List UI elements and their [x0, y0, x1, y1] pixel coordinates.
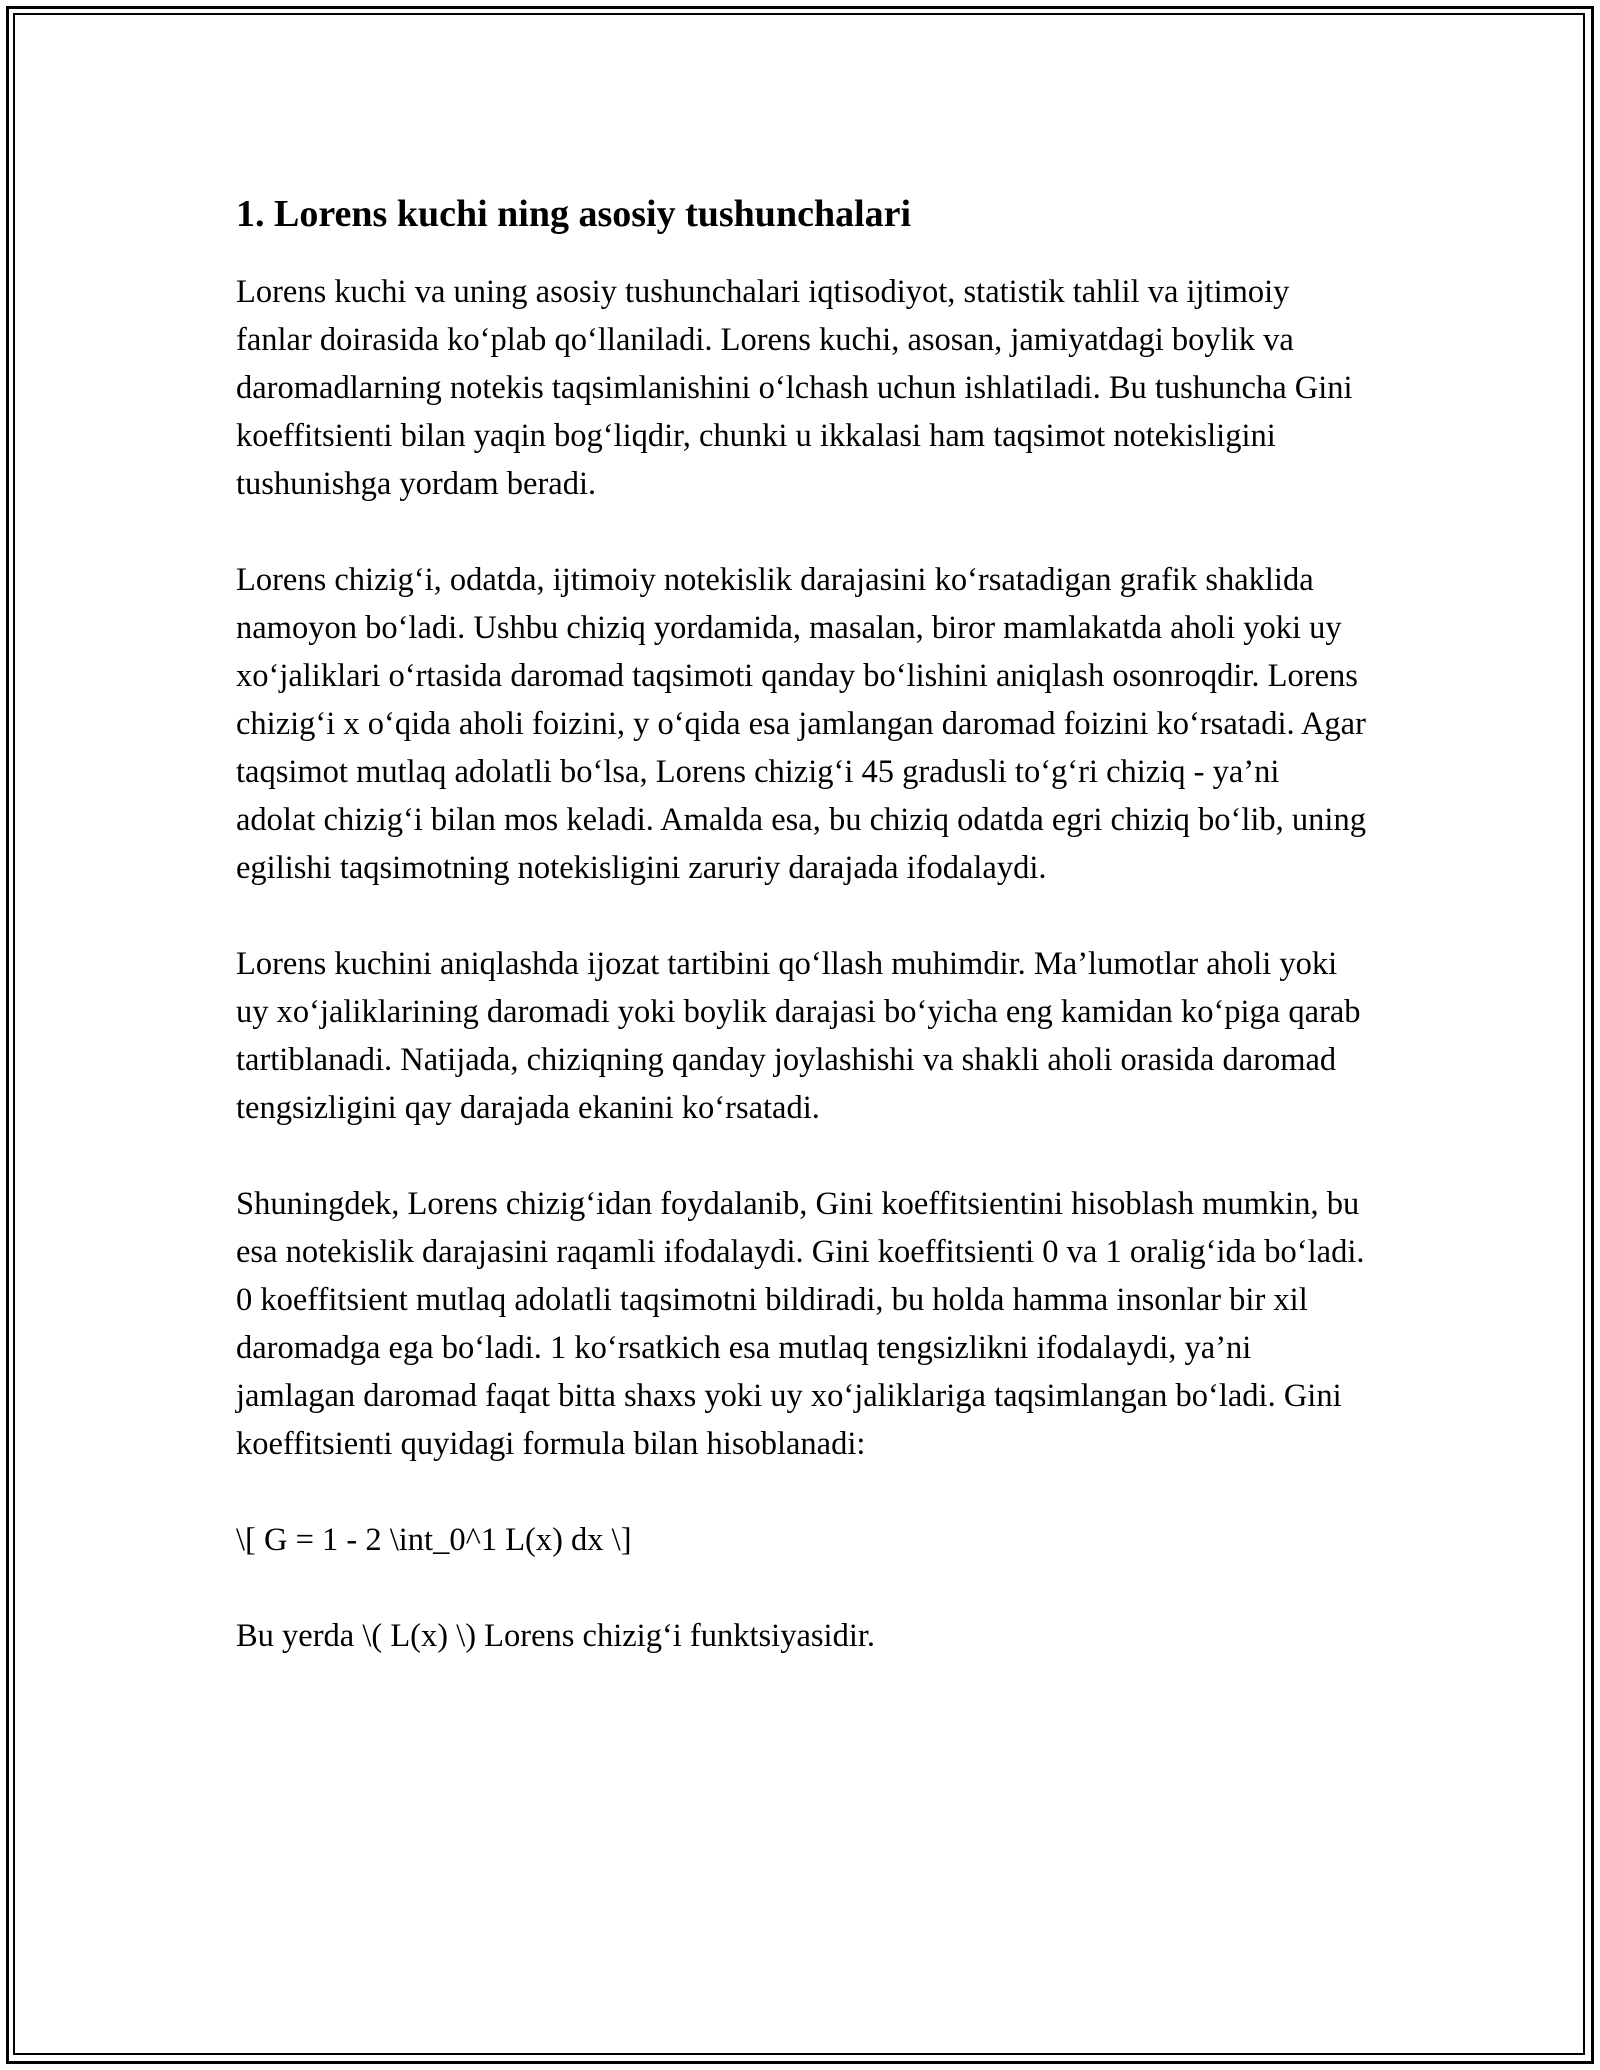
paragraph-gini: Shuningdek, Lorens chizig‘idan foydalanib, Gini koeffitsientini hisoblash mumkin, bu esa notekislik darajasini raqamli ifodalaydi. Gini koeffitsienti 0 va 1 oralig‘ida bo‘ladi. 0 koeffitsient mutlaq adolatli taqsimotni bildiradi, bu holda hamma insonlar bir xil daromadga ega bo‘ladi. 1 ko‘rsatkich esa mutlaq tengsizlikni ifodalaydi, ya’ni jamlagan daromad faqat bitta shaxs yoki uy xo‘jaliklariga taqsimlangan bo‘ladi. Gini koeffitsienti quyidagi formula bilan hisoblanadi: — [236, 1186, 1365, 1462]
paragraph-lorenz-curve: Lorens chizig‘i, odatda, ijtimoiy notekislik darajasini ko‘rsatadigan grafik shaklida namoyon bo‘ladi. Ushbu chiziq yordamida, masalan, biror mamlakatda aholi yoki uy xo‘jaliklari o‘rtasida daromad taqsimoti qanday bo‘lishini aniqlash osonroqdir. Lorens chizig‘i x o‘qida aholi foizini, y o‘qida esa jamlangan daromad foizini ko‘rsatadi. Agar taqsimot mutlaq adolatli bo‘lsa, Lorens chizig‘i 45 gradusli to‘g‘ri chiziq - ya’ni adolat chizig‘i bilan mos keladi. Amalda esa, bu chiziq odatda egri chiziq bo‘lib, uning egilishi taqsimotning notekisligini zaruriy darajada ifodalaydi. — [236, 562, 1366, 886]
paragraph-ordering: Lorens kuchini aniqlashda ijozat tartibini qo‘llash muhimdir. Ma’lumotlar aholi yoki uy xo‘jaliklarining daromadi yoki boylik darajasi bo‘yicha eng kamidan ko‘piga qarab tartiblanadi. Natijada, chiziqning qanday joylashishi va shakli aholi orasida daromad tengsizligini qay darajada ekanini ko‘rsatadi. — [236, 946, 1361, 1126]
section-heading: 1. Lorens kuchi ning asosiy tushunchalari — [236, 193, 912, 235]
document-body — [236, 188, 1366, 1708]
paragraph-intro: Lorens kuchi va uning asosiy tushunchalari iqtisodiyot, statistik tahlil va ijtimoiy fanlar doirasida ko‘plab qo‘llaniladi. Lorens kuchi, asosan, jamiyatdagi boylik va daromadlarning notekis taqsimlanishini o‘lchash uchun ishlatiladi. Bu tushuncha Gini koeffitsienti bilan yaqin bog‘liqdir, chunki u ikkalasi ham taqsimot notekisligini tushunishga yordam beradi. — [236, 274, 1353, 502]
paragraph-formula-note: Bu yerda \( L(x) \) Lorens chizig‘i funktsiyasidir. — [236, 1618, 876, 1654]
formula-gini: \[ G = 1 - 2 \int_0^1 L(x) dx \] — [236, 1522, 632, 1558]
